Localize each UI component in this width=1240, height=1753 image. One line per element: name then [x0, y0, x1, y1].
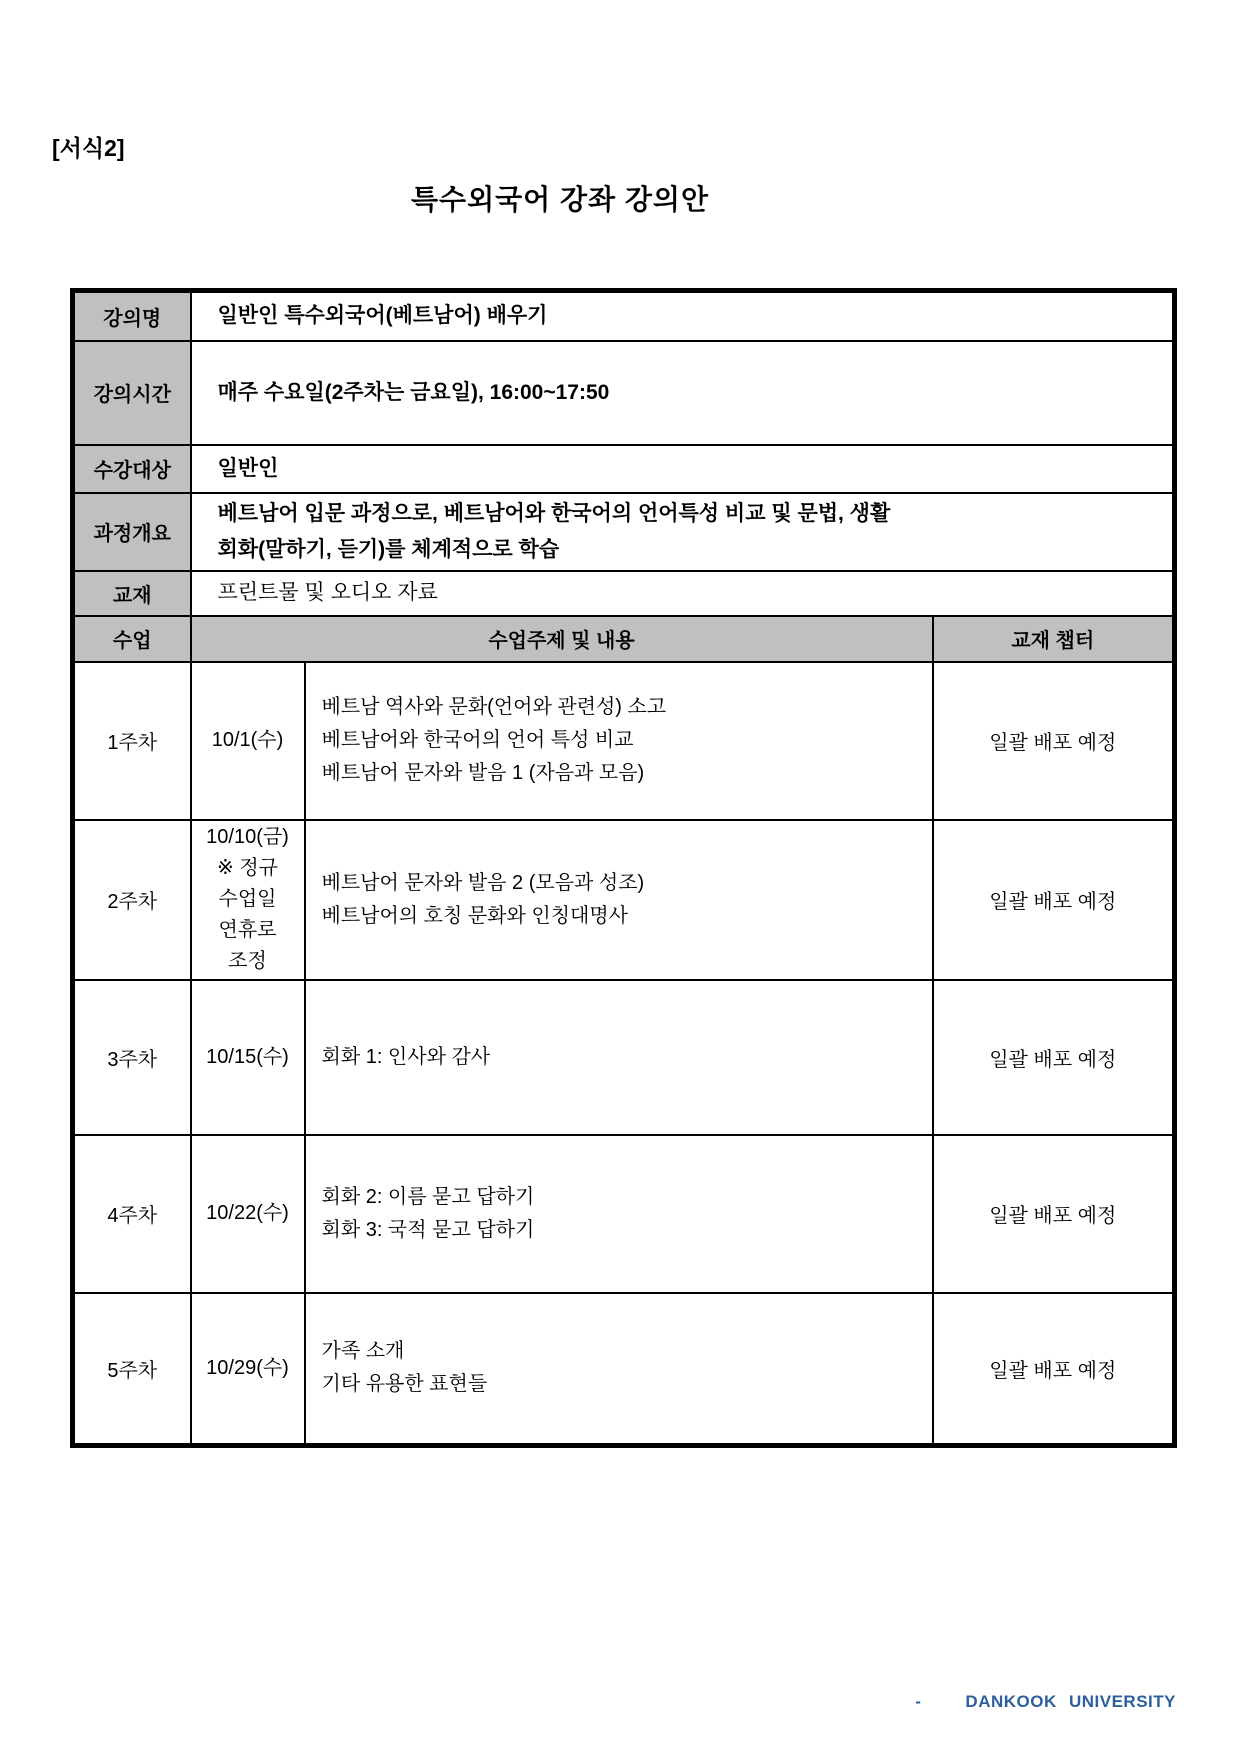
chapter-cell: 일괄 배포 예정	[933, 980, 1175, 1135]
schedule-row-week1	[73, 662, 1175, 820]
topic-cell	[305, 1135, 933, 1293]
schedule-row-week3	[73, 980, 1175, 1135]
row-value-line: 프린트물 및 오디오 자료	[217, 581, 438, 604]
date-line: ※ 정규	[217, 857, 278, 879]
row-value-line: 일반인 특수외국어(베트남어) 배우기	[217, 304, 548, 328]
info-row-course-overview	[73, 493, 1175, 571]
column-header-topic: 수업주제 및 내용	[191, 616, 933, 662]
column-header-chapter: 교재 챕터	[933, 616, 1175, 662]
date-line: 10/1(수)	[211, 729, 284, 751]
footer-dash: -	[915, 1692, 922, 1711]
row-value	[191, 493, 1175, 571]
row-value	[191, 341, 1175, 445]
topic-cell	[305, 980, 933, 1135]
info-row-course-name	[73, 291, 1175, 341]
topic-line: 베트남어 문자와 발음 1 (자음과 모음)	[321, 762, 645, 784]
row-value	[191, 445, 1175, 493]
date-line: 조정	[228, 950, 267, 972]
topic-cell	[305, 820, 933, 980]
row-value-line: 매주 수요일(2주차는 금요일), 16:00~17:50	[217, 380, 610, 404]
topic-line: 회화 1: 인사와 감사	[321, 1045, 491, 1068]
date-line: 10/10(금)	[206, 826, 289, 848]
row-value	[191, 571, 1175, 616]
date-line: 10/15(수)	[206, 1045, 289, 1068]
topic-line: 베트남 역사와 문화(언어와 관련성) 소고	[321, 696, 667, 718]
topic-line: 회화 2: 이름 묻고 답하기	[321, 1185, 535, 1208]
info-row-course-time	[73, 341, 1175, 445]
date-cell	[191, 1293, 305, 1446]
chapter-cell: 일괄 배포 예정	[933, 662, 1175, 820]
date-cell	[191, 980, 305, 1135]
form-tag: [서식2]	[52, 135, 125, 161]
topic-line: 회화 3: 국적 묻고 답하기	[321, 1218, 535, 1241]
row-value-line: 회화(말하기, 듣기)를 체계적으로 학습	[217, 537, 560, 561]
schedule-row-week5	[73, 1293, 1175, 1446]
syllabus-table	[70, 288, 1177, 1448]
info-row-textbook	[73, 571, 1175, 616]
row-value-line: 베트남어 입문 과정으로, 베트남어와 한국어의 언어특성 비교 및 문법, 생활	[217, 501, 891, 525]
schedule-row-week2	[73, 820, 1175, 980]
chapter-cell: 일괄 배포 예정	[933, 1293, 1175, 1446]
chapter-cell: 일괄 배포 예정	[933, 1135, 1175, 1293]
info-row-audience	[73, 445, 1175, 493]
date-line: 10/22(수)	[206, 1202, 289, 1224]
topic-cell	[305, 1293, 933, 1446]
topic-line: 기타 유용한 표현들	[321, 1373, 488, 1396]
row-label: 강의명	[73, 291, 191, 341]
schedule-header-row	[73, 616, 1175, 662]
chapter-cell: 일괄 배포 예정	[933, 820, 1175, 980]
week-cell: 1주차	[73, 662, 191, 820]
page-title: 특수외국어 강좌 강의안	[410, 184, 710, 215]
topic-line: 베트남어와 한국어의 언어 특성 비교	[321, 729, 634, 751]
footer	[915, 1692, 1176, 1712]
date-cell	[191, 820, 305, 980]
date-cell	[191, 1135, 305, 1293]
topic-line: 가족 소개	[321, 1340, 405, 1363]
week-cell: 3주차	[73, 980, 191, 1135]
row-value	[191, 291, 1175, 341]
week-cell: 4주차	[73, 1135, 191, 1293]
row-value-line: 일반인	[217, 456, 279, 480]
topic-line: 베트남어 문자와 발음 2 (모음과 성조)	[321, 871, 645, 894]
week-cell: 2주차	[73, 820, 191, 980]
schedule-row-week4	[73, 1135, 1175, 1293]
footer-university-name: DANKOOK UNIVERSITY	[965, 1692, 1176, 1711]
row-label: 강의시간	[73, 341, 191, 445]
row-label: 교재	[73, 571, 191, 616]
date-cell	[191, 662, 305, 820]
topic-line: 베트남어의 호칭 문화와 인칭대명사	[321, 904, 628, 927]
row-label: 수강대상	[73, 445, 191, 493]
topic-cell	[305, 662, 933, 820]
week-cell: 5주차	[73, 1293, 191, 1446]
date-line: 연휴로	[218, 919, 277, 941]
column-header-week: 수업	[73, 616, 191, 662]
row-label: 과정개요	[73, 493, 191, 571]
date-line: 10/29(수)	[206, 1356, 289, 1379]
date-line: 수업일	[218, 888, 277, 910]
